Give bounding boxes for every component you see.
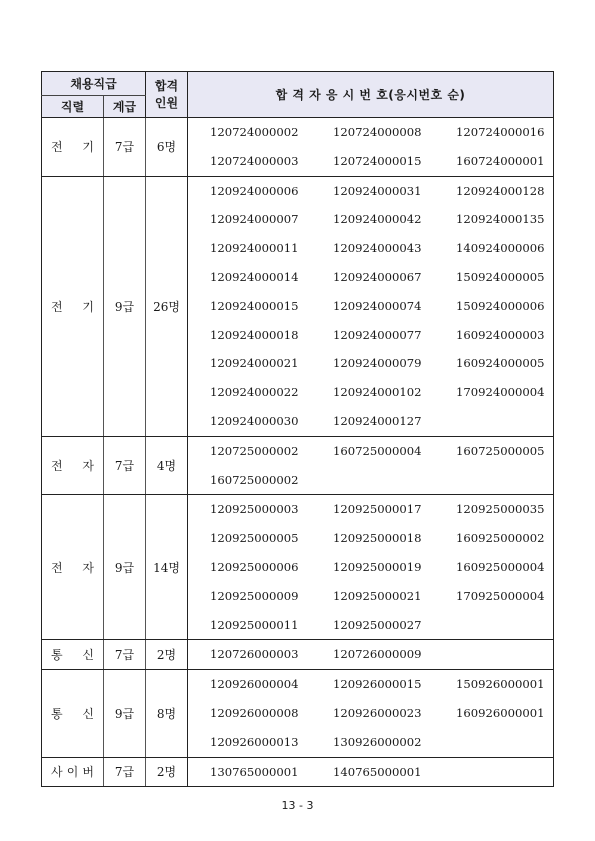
series-cell: 전 자 (42, 436, 104, 495)
exam-number: 120924000011 (210, 241, 299, 256)
exam-number: 120926000015 (333, 677, 422, 692)
exam-number: 120924000030 (210, 413, 299, 428)
grade-cell: 7급 (104, 118, 146, 177)
table-row (42, 176, 554, 436)
series-cell: 통 신 (42, 670, 104, 757)
exam-number: 160924000003 (456, 327, 545, 342)
exam-number: 160924000005 (456, 356, 545, 371)
series-cell: 전 기 (42, 176, 104, 436)
exam-number: 120926000008 (210, 705, 299, 720)
exam-number: 120925000005 (210, 531, 299, 546)
exam-number: 120725000002 (210, 443, 299, 458)
exam-number: 120924000127 (333, 413, 422, 428)
exam-number: 170924000004 (456, 385, 545, 400)
exam-number: 160925000004 (456, 559, 545, 574)
exam-number: 160725000004 (333, 443, 422, 458)
exam-numbers-cell (188, 670, 554, 757)
exam-number: 120924000077 (333, 327, 422, 342)
exam-number-grid (188, 118, 553, 176)
exam-number: 170925000004 (456, 588, 545, 603)
exam-number-grid (188, 177, 553, 436)
exam-number: 140924000006 (456, 241, 545, 256)
exam-number-grid (188, 495, 553, 639)
page-number: 13 - 3 (281, 799, 314, 812)
exam-number: 160724000001 (456, 153, 545, 168)
exam-number: 120924000022 (210, 385, 299, 400)
exam-number: 120926000023 (333, 705, 422, 720)
exam-number: 120924000043 (333, 241, 422, 256)
exam-number: 120925000021 (333, 588, 422, 603)
series-cell: 사 이 버 (42, 757, 104, 787)
exam-number: 120724000002 (210, 125, 299, 139)
header-title: 합 격 자 응 시 번 호(응시번호 순) (188, 72, 554, 118)
exam-number: 160725000005 (456, 443, 545, 458)
count-cell: 2명 (146, 757, 188, 787)
series-cell: 전 기 (42, 118, 104, 177)
table-row (42, 495, 554, 640)
exam-number: 120924000074 (333, 298, 422, 313)
exam-number: 150924000005 (456, 269, 545, 284)
exam-number: 120924000014 (210, 269, 299, 284)
grade-cell: 9급 (104, 176, 146, 436)
exam-number: 120925000003 (210, 502, 299, 517)
exam-number: 120926000013 (210, 734, 299, 749)
table-row (42, 640, 554, 670)
exam-numbers-cell (188, 118, 554, 177)
table-row (42, 118, 554, 177)
exam-number: 120926000004 (210, 677, 299, 692)
count-cell: 14명 (146, 495, 188, 640)
exam-numbers-cell (188, 640, 554, 670)
exam-number: 120924000031 (333, 183, 422, 198)
header-count (146, 72, 188, 118)
header-count-line2: 인원 (154, 95, 179, 110)
results-table (41, 71, 554, 787)
exam-number: 150926000001 (456, 677, 545, 692)
grade-cell: 7급 (104, 640, 146, 670)
table-row (42, 670, 554, 757)
series-cell: 전 자 (42, 495, 104, 640)
grade-cell: 7급 (104, 757, 146, 787)
count-cell: 4명 (146, 436, 188, 495)
exam-number: 120925000027 (333, 617, 422, 632)
header-series: 직렬 (42, 96, 104, 118)
exam-number: 120724000016 (456, 125, 545, 139)
exam-number: 120924000018 (210, 327, 299, 342)
exam-number-grid (188, 640, 553, 669)
exam-number: 120924000015 (210, 298, 299, 313)
exam-number: 140765000001 (333, 764, 422, 779)
grade-cell: 9급 (104, 495, 146, 640)
exam-number: 160926000001 (456, 705, 545, 720)
exam-number: 120724000003 (210, 153, 299, 168)
count-cell: 2명 (146, 640, 188, 670)
header-count-line1: 합격 (154, 78, 179, 93)
exam-number-grid (188, 670, 553, 756)
table-row (42, 757, 554, 787)
header-grade: 계급 (104, 96, 146, 118)
grade-cell: 9급 (104, 670, 146, 757)
exam-number: 120924000067 (333, 269, 422, 284)
exam-number: 120925000017 (333, 502, 422, 517)
exam-numbers-cell (188, 757, 554, 787)
grade-cell: 7급 (104, 436, 146, 495)
exam-number: 160725000002 (210, 472, 299, 487)
exam-number: 130926000002 (333, 734, 422, 749)
header-recruit: 채용직급 (42, 72, 146, 96)
exam-number: 160925000002 (456, 531, 545, 546)
exam-number: 120925000011 (210, 617, 299, 632)
exam-number: 120724000008 (333, 125, 422, 139)
count-cell: 8명 (146, 670, 188, 757)
exam-number: 120726000009 (333, 647, 422, 662)
exam-number: 120924000079 (333, 356, 422, 371)
exam-number: 120924000135 (456, 212, 545, 227)
series-cell: 통 신 (42, 640, 104, 670)
exam-number: 120924000042 (333, 212, 422, 227)
exam-number: 120924000007 (210, 212, 299, 227)
exam-number: 120925000035 (456, 502, 545, 517)
exam-number: 130765000001 (210, 764, 299, 779)
exam-number: 120924000128 (456, 183, 545, 198)
exam-number: 120925000009 (210, 588, 299, 603)
exam-numbers-cell (188, 436, 554, 495)
exam-number-grid (188, 758, 553, 787)
count-cell: 6명 (146, 118, 188, 177)
table-row (42, 436, 554, 495)
exam-number-grid (188, 437, 553, 495)
exam-number: 120925000006 (210, 559, 299, 574)
exam-number: 150924000006 (456, 298, 545, 313)
exam-numbers-cell (188, 176, 554, 436)
exam-number: 120925000018 (333, 531, 422, 546)
exam-number: 120924000021 (210, 356, 299, 371)
exam-number: 120924000102 (333, 385, 422, 400)
exam-numbers-cell (188, 495, 554, 640)
exam-number: 120724000015 (333, 153, 422, 168)
exam-number: 120726000003 (210, 647, 299, 662)
exam-number: 120924000006 (210, 183, 299, 198)
exam-number: 120925000019 (333, 559, 422, 574)
count-cell: 26명 (146, 176, 188, 436)
